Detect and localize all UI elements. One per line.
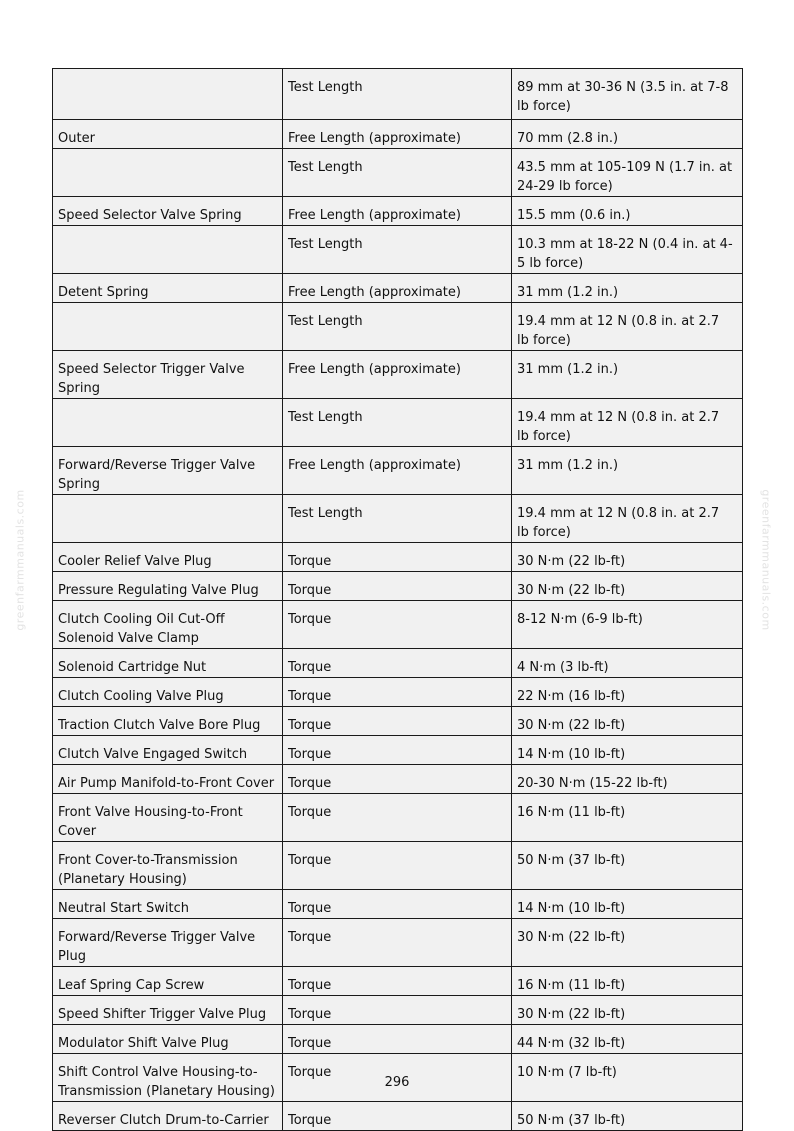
- component-cell: Neutral Start Switch: [53, 890, 283, 919]
- spec-cell: Free Length (approximate): [283, 447, 512, 495]
- spec-cell: Torque: [283, 890, 512, 919]
- table-row: [53, 601, 743, 649]
- component-cell: [53, 303, 283, 351]
- table-row: [53, 794, 743, 842]
- spec-cell: Test Length: [283, 303, 512, 351]
- component-cell: [53, 69, 283, 120]
- spec-cell: Torque: [283, 707, 512, 736]
- page-number: 296: [384, 1075, 410, 1090]
- spec-cell: Test Length: [283, 399, 512, 447]
- table-row: [53, 765, 743, 794]
- spec-cell: Test Length: [283, 69, 512, 120]
- spec-cell: Free Length (approximate): [283, 274, 512, 303]
- table-row: [53, 707, 743, 736]
- spec-cell: Free Length (approximate): [283, 351, 512, 399]
- value-cell: 30 N·m (22 lb-ft): [512, 707, 743, 736]
- component-cell: Modulator Shift Valve Plug: [53, 1025, 283, 1054]
- table-row: [53, 274, 743, 303]
- table-row: [53, 149, 743, 197]
- spec-cell: Test Length: [283, 495, 512, 543]
- spec-cell: Free Length (approximate): [283, 120, 512, 149]
- table-row: [53, 1102, 743, 1131]
- component-cell: Leaf Spring Cap Screw: [53, 967, 283, 996]
- value-cell: 31 mm (1.2 in.): [512, 274, 743, 303]
- table-row: [53, 736, 743, 765]
- table-row: [53, 120, 743, 149]
- watermark-right: greenfarmmanuals.com: [759, 489, 773, 631]
- table-row: [53, 842, 743, 890]
- table-row: [53, 890, 743, 919]
- table-row: [53, 572, 743, 601]
- table-row: [53, 303, 743, 351]
- component-cell: Forward/Reverse Trigger Valve Plug: [53, 919, 283, 967]
- component-cell: Solenoid Cartridge Nut: [53, 649, 283, 678]
- spec-cell: Torque: [283, 1054, 512, 1102]
- table-row: [53, 543, 743, 572]
- table-row: [53, 351, 743, 399]
- component-cell: Front Cover-to-Transmission (Planetary Housing): [53, 842, 283, 890]
- table-row: [53, 226, 743, 274]
- component-cell: Reverser Clutch Drum-to-Carrier: [53, 1102, 283, 1131]
- value-cell: 70 mm (2.8 in.): [512, 120, 743, 149]
- component-cell: Speed Shifter Trigger Valve Plug: [53, 996, 283, 1025]
- table-row: [53, 678, 743, 707]
- value-cell: 30 N·m (22 lb-ft): [512, 572, 743, 601]
- component-cell: [53, 149, 283, 197]
- table-row: [53, 447, 743, 495]
- component-cell: [53, 495, 283, 543]
- spec-cell: Test Length: [283, 226, 512, 274]
- value-cell: 30 N·m (22 lb-ft): [512, 996, 743, 1025]
- value-cell: 43.5 mm at 105-109 N (1.7 in. at 24-29 lb force): [512, 149, 743, 197]
- value-cell: 50 N·m (37 lb-ft): [512, 1102, 743, 1131]
- component-cell: Forward/Reverse Trigger Valve Spring: [53, 447, 283, 495]
- value-cell: 16 N·m (11 lb-ft): [512, 794, 743, 842]
- value-cell: 19.4 mm at 12 N (0.8 in. at 2.7 lb force): [512, 495, 743, 543]
- spec-cell: Torque: [283, 967, 512, 996]
- value-cell: 15.5 mm (0.6 in.): [512, 197, 743, 226]
- spec-cell: Torque: [283, 543, 512, 572]
- spec-cell: Torque: [283, 842, 512, 890]
- value-cell: 14 N·m (10 lb-ft): [512, 736, 743, 765]
- value-cell: 44 N·m (32 lb-ft): [512, 1025, 743, 1054]
- component-cell: Clutch Cooling Oil Cut-Off Solenoid Valve Clamp: [53, 601, 283, 649]
- value-cell: 30 N·m (22 lb-ft): [512, 543, 743, 572]
- value-cell: 89 mm at 30-36 N (3.5 in. at 7-8 lb force): [512, 69, 743, 120]
- value-cell: 14 N·m (10 lb-ft): [512, 890, 743, 919]
- value-cell: 31 mm (1.2 in.): [512, 351, 743, 399]
- component-cell: Clutch Valve Engaged Switch: [53, 736, 283, 765]
- spec-cell: Test Length: [283, 149, 512, 197]
- spec-cell: Torque: [283, 678, 512, 707]
- value-cell: 10.3 mm at 18-22 N (0.4 in. at 4-5 lb force): [512, 226, 743, 274]
- component-cell: Front Valve Housing-to-Front Cover: [53, 794, 283, 842]
- table-row: [53, 919, 743, 967]
- spec-cell: Torque: [283, 1102, 512, 1131]
- component-cell: Detent Spring: [53, 274, 283, 303]
- spec-cell: Torque: [283, 572, 512, 601]
- component-cell: Speed Selector Trigger Valve Spring: [53, 351, 283, 399]
- spec-cell: Torque: [283, 601, 512, 649]
- table-row: [53, 399, 743, 447]
- component-cell: [53, 399, 283, 447]
- value-cell: 4 N·m (3 lb-ft): [512, 649, 743, 678]
- component-cell: Traction Clutch Valve Bore Plug: [53, 707, 283, 736]
- spec-table-body: [53, 69, 743, 1131]
- spec-cell: Torque: [283, 1025, 512, 1054]
- value-cell: 22 N·m (16 lb-ft): [512, 678, 743, 707]
- value-cell: 20-30 N·m (15-22 lb-ft): [512, 765, 743, 794]
- table-row: [53, 1025, 743, 1054]
- spec-cell: Torque: [283, 919, 512, 967]
- value-cell: 19.4 mm at 12 N (0.8 in. at 2.7 lb force): [512, 399, 743, 447]
- value-cell: 50 N·m (37 lb-ft): [512, 842, 743, 890]
- watermark-left: greenfarmmanuals.com: [13, 489, 27, 631]
- component-cell: Cooler Relief Valve Plug: [53, 543, 283, 572]
- value-cell: 19.4 mm at 12 N (0.8 in. at 2.7 lb force): [512, 303, 743, 351]
- value-cell: 10 N·m (7 lb-ft): [512, 1054, 743, 1102]
- table-row: [53, 649, 743, 678]
- value-cell: 30 N·m (22 lb-ft): [512, 919, 743, 967]
- value-cell: 16 N·m (11 lb-ft): [512, 967, 743, 996]
- table-row: [53, 495, 743, 543]
- spec-cell: Torque: [283, 996, 512, 1025]
- component-cell: Speed Selector Valve Spring: [53, 197, 283, 226]
- value-cell: 8-12 N·m (6-9 lb-ft): [512, 601, 743, 649]
- component-cell: Clutch Cooling Valve Plug: [53, 678, 283, 707]
- component-cell: Outer: [53, 120, 283, 149]
- spec-cell: Free Length (approximate): [283, 197, 512, 226]
- value-cell: 31 mm (1.2 in.): [512, 447, 743, 495]
- component-cell: Shift Control Valve Housing-to-Transmission (Planetary Housing): [53, 1054, 283, 1102]
- table-row: [53, 967, 743, 996]
- spec-cell: Torque: [283, 794, 512, 842]
- spec-table: [52, 68, 743, 1131]
- spec-cell: Torque: [283, 736, 512, 765]
- table-row: [53, 197, 743, 226]
- component-cell: Pressure Regulating Valve Plug: [53, 572, 283, 601]
- component-cell: Air Pump Manifold-to-Front Cover: [53, 765, 283, 794]
- spec-cell: Torque: [283, 649, 512, 678]
- spec-cell: Torque: [283, 765, 512, 794]
- component-cell: [53, 226, 283, 274]
- table-row: [53, 996, 743, 1025]
- table-row: [53, 69, 743, 120]
